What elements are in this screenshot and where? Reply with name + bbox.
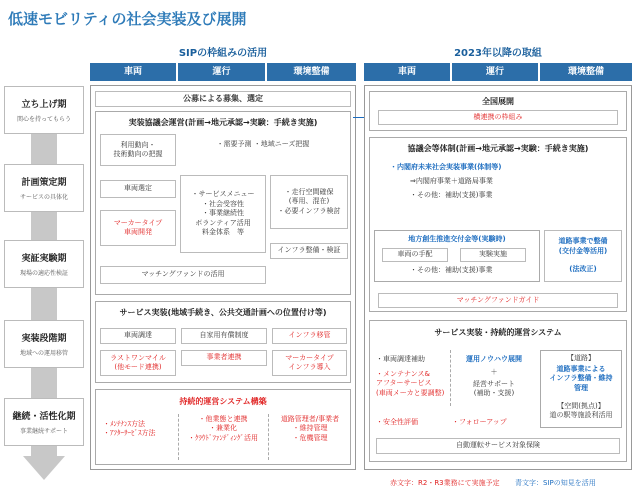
col-header-vehicle-left: 車両 [90, 63, 176, 81]
road-manager-text: 道路管理者/事業者 ・維持管理 ・危機管理 [280, 415, 340, 442]
col-header-environment-left: 環境整備 [267, 63, 356, 81]
vehicle-subsidy-text: ・車両調達補助 [376, 355, 425, 363]
infra-development-box: インフラ整備・検証 [270, 243, 348, 259]
stage-launch [4, 86, 84, 134]
public-recruitment-box: 公募による募集、選定 [95, 91, 351, 107]
other-subsidy-text: ・その他：補助(支援)事業 [410, 191, 493, 199]
stage-name: 立ち上げ期 [21, 100, 67, 110]
know-how-title: 運用ノウハウ展開 [466, 355, 522, 363]
stage-implementation [4, 320, 84, 368]
stage-subtitle: 現場の適応性検証 [19, 270, 68, 277]
demand-forecast-text: ・需要予測 ・地域ニーズ把握 [216, 140, 310, 148]
stage-name: 実証実験期 [21, 254, 67, 264]
experiment-box: 実験実施 [460, 248, 526, 262]
vehicle-arrangement-box: 車両の手配 [382, 248, 448, 262]
operator-cooperation-box: 事業者連携 [181, 350, 267, 366]
service-panel-title: サービス実装(地域手続き、公共交通計画への位置付け等) [119, 308, 327, 317]
marker-vehicle-box: マーカータイプ 車両開発 [100, 210, 176, 246]
insurance-box: 自動運転サービス対象保険 [376, 438, 620, 454]
road-infra-text: 道路事業による インフラ整備・維持 管理 [549, 365, 613, 392]
divider [450, 350, 451, 406]
council-system-title: 協議会等体制(計画→地元承認→実験：手続き実施) [407, 144, 589, 153]
col-header-environment-right: 環境整備 [540, 63, 632, 81]
road-project-box: 道路事業で整備 (交付金等活用) (法改正) [544, 230, 622, 282]
cabinet-road-text: ⇒内閣府事業＋道路局事業 [410, 177, 493, 185]
usage-trend-box: 利用動向・ 技術動向の把握 [100, 134, 176, 166]
stage-subtitle: サービスの具体化 [19, 194, 68, 201]
horizontal-framework-box: 横連携の枠組み [378, 110, 618, 125]
council-panel-title: 実装協議会運営(計画→地元承認→実験：手続き実施) [128, 118, 318, 127]
stage-subtitle: 関心を持ってもらう [16, 116, 71, 123]
private-paid-box: 自家用有償制度 [181, 328, 267, 344]
plus-sign: ＋ [490, 368, 498, 376]
stage-name: 継続・活性化期 [12, 412, 76, 422]
stage-subtitle: 地域への運用移管 [19, 350, 68, 357]
service-system-title: サービス実装・持続的運営システム [434, 328, 562, 337]
maintenance-service-text: ・メンテナンス& アフターサービス (車両メーカと要調整) [376, 370, 445, 397]
vehicle-procurement-box: 車両調達 [100, 328, 176, 344]
col-header-vehicle-right: 車両 [364, 63, 450, 81]
col-header-operation-left: 運行 [178, 63, 265, 81]
regional-grant-title: 地方創生推進交付金等(実験時) [408, 235, 506, 243]
left-section-title: SIPの枠組みの活用 [178, 48, 268, 59]
right-section-title: 2023年以降の取組 [454, 48, 542, 59]
stage-name: 計画策定期 [21, 178, 67, 188]
road-space-box: ・走行空間確保 (専用、混在) ・必要インフラ検討 [270, 175, 348, 229]
divider [268, 414, 269, 460]
legend-blue: 青文字：SIPの知見を活用 [515, 479, 596, 487]
space-hub-text: 【空間(拠点)】 道の駅等施設利活用 [549, 402, 613, 420]
stage-name: 実装段階期 [21, 334, 67, 344]
divider [178, 414, 179, 460]
management-support-text: 経営サポート (補助・支援) [473, 380, 515, 398]
timeline-arrow-head [23, 456, 65, 480]
stage-subtitle: 事業継続サポート [19, 428, 68, 435]
stage-continuation [4, 398, 84, 446]
road-label: 【道路】 [567, 354, 595, 362]
other-subsidy2-text: ・その他：補助(支援)事業 [410, 266, 493, 274]
col-header-operation-right: 運行 [452, 63, 538, 81]
other-business-text: ・他業態と連携 ・兼業化 ・ｸﾗｳﾄﾞﾌｧﾝﾃﾞｨﾝｸﾞ活用 [188, 415, 258, 442]
nationwide-title: 全国展開 [482, 97, 514, 106]
last-mile-box: ラストワンマイル (他モード連携) [100, 350, 176, 376]
matching-fund-box: マッチングファンドの活用 [100, 266, 266, 284]
stage-planning [4, 164, 84, 212]
sustainable-panel-title: 持続的運営システム構築 [179, 397, 267, 406]
follow-up-text: ・フォローアップ [452, 418, 507, 426]
infra-transfer-box: インフラ移管 [272, 328, 347, 344]
service-menu-box: ・サービスメニュー ・社会受容性 ・事業継続性 ボランティア活用 料金体系 等 [180, 175, 266, 253]
safety-eval-text: ・安全性評価 [376, 418, 418, 426]
vehicle-selection-box: 車両選定 [100, 180, 176, 198]
cabinet-office-text: ・内閣府未来社会実装事業(体制等) [390, 163, 502, 171]
matching-guide-box: マッチングファンドガイド [378, 293, 618, 308]
legend-red: 赤文字：R2・R3業務にて実施予定 [390, 479, 500, 487]
marker-infra-box: マーカータイプ インフラ導入 [272, 350, 347, 376]
maintenance-method-text: ・ﾒﾝﾃﾅﾝｽ方法 ・ｱﾌﾀｰｻｰﾋﾞｽ方法 [103, 420, 156, 438]
stage-demonstration [4, 240, 84, 288]
page-title: 低速モビリティの社会実装及び展開 [8, 10, 247, 28]
